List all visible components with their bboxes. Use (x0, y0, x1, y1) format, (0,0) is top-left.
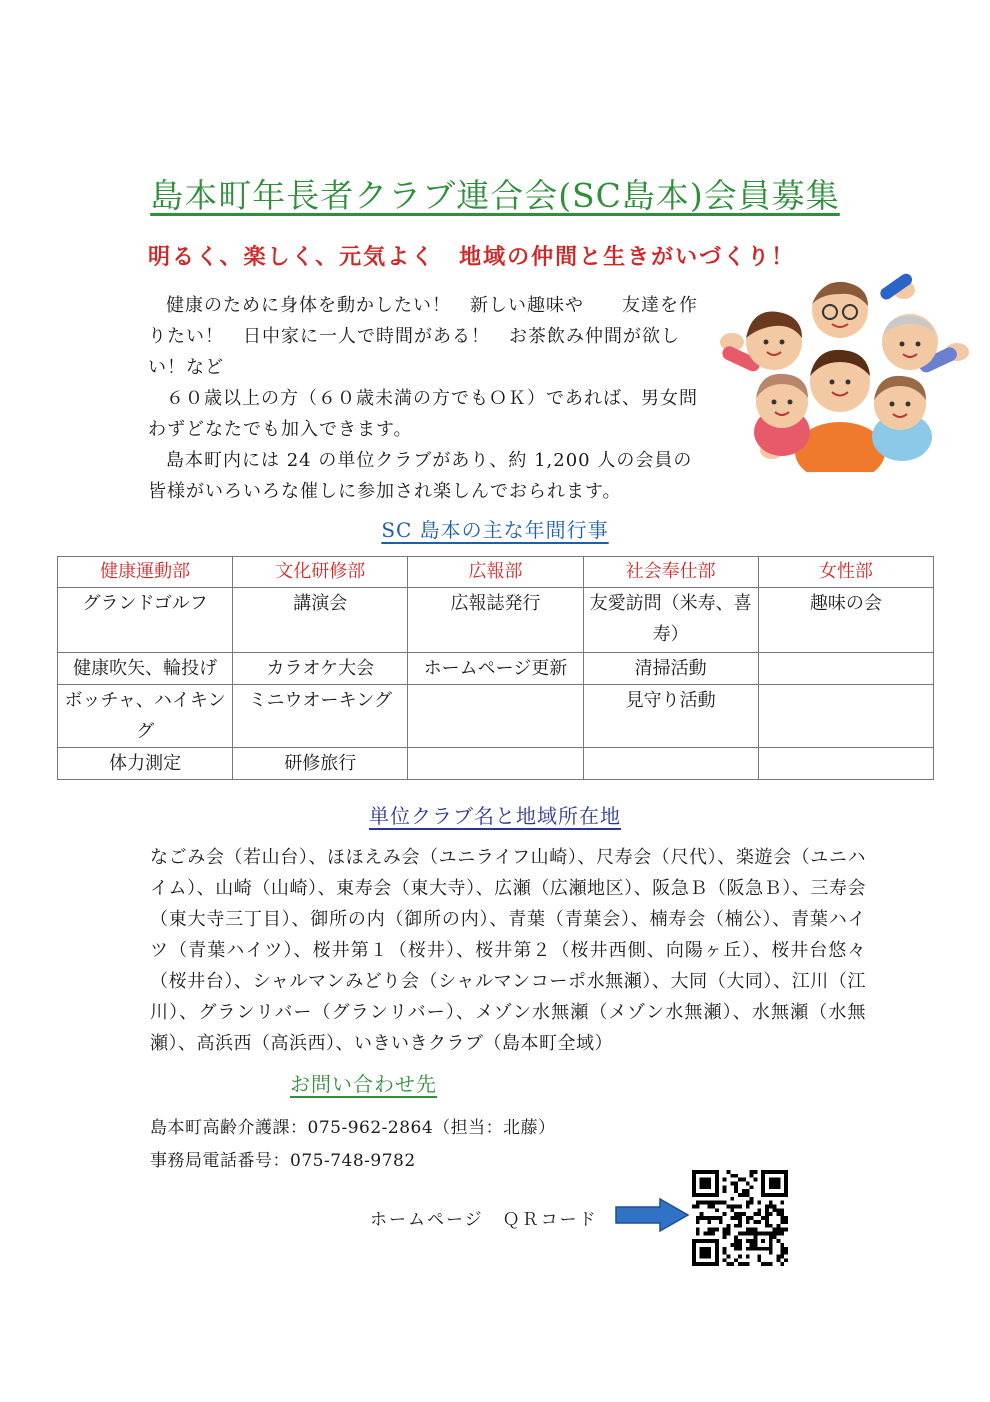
events-table (57, 556, 934, 780)
table-header-row (58, 557, 934, 588)
table-cell: 講演会 (233, 588, 408, 653)
table-header-cell: 社会奉仕部 (583, 557, 758, 588)
events-section-title: SC 島本の主な年間行事 (381, 518, 609, 542)
intro-paragraph: ６０歳以上の方（６０歳未満の方でもＯＫ）であれば、男女問わずどなたでも加入できます。 (148, 388, 698, 440)
table-cell: 趣味の会 (758, 588, 933, 653)
contact-title: お問い合わせ先 (290, 1072, 437, 1096)
table-cell: グランドゴルフ (58, 588, 233, 653)
table-cell (758, 748, 933, 780)
table-cell (583, 748, 758, 780)
table-header-cell: 健康運動部 (58, 557, 233, 588)
table-row (58, 588, 934, 653)
intro-paragraph: 島本町内には 24 の単位クラブがあり、約 1,200 人の会員の皆様がいろいろな催しに参加され楽しんでおられます。 (148, 450, 693, 502)
page-title: 島本町年長者クラブ連合会(SC島本)会員募集 (150, 176, 840, 215)
table-cell: 友愛訪問（米寿、喜寿） (583, 588, 758, 653)
table-cell: ボッチャ、ハイキング (58, 685, 233, 748)
table-row (58, 685, 934, 748)
table-cell (408, 685, 583, 748)
table-header-cell: 文化研修部 (233, 557, 408, 588)
clubs-section-title: 単位クラブ名と地域所在地 (369, 804, 621, 828)
table-cell (408, 748, 583, 780)
contact-line-secretariat: 事務局電話番号：075-748-9782 (150, 1151, 416, 1171)
table-cell: 清掃活動 (583, 653, 758, 685)
table-cell: 研修旅行 (233, 748, 408, 780)
qr-label: ホームページ ＱＲコード (370, 1210, 598, 1230)
table-cell: 体力測定 (58, 748, 233, 780)
intro-text (148, 290, 698, 507)
table-cell: ミニウオーキング (233, 685, 408, 748)
table-cell: 広報誌発行 (408, 588, 583, 653)
intro-paragraph: 健康のために身体を動かしたい！ 新しい趣味や 友達を作りたい！ 日中家に一人で時間がある！ お茶飲み仲間が欲しい！など (148, 295, 698, 378)
table-row (58, 748, 934, 780)
table-cell: ホームページ更新 (408, 653, 583, 685)
clubs-list: なごみ会（若山台）、ほほえみ会（ユニライフ山崎）、尺寿会（尺代）、楽遊会（ユニハイム）、山崎（山崎）、東寿会（東大寺）、広瀬（広瀬地区）、阪急Ｂ（阪急Ｂ）、三寿会（東大寺三丁目）、御所の内（御所の内）、青葉（青葉会）、楠寿会（楠公）、青葉ハイツ（青葉ハイツ）、桜井第１（桜井）、桜井第２（桜井西側、向陽ヶ丘）、桜井台悠々（桜井台）、シャルマンみどり会（シャルマンコーポ水無瀬）、大同（大同）、江川（江川）、グランリバー（グランリバー）、メゾン水無瀬（メゾン水無瀬）、水無瀬（水無瀬）、高浜西（高浜西）、いきいきクラブ（島本町全域） (150, 847, 866, 1054)
table-header-cell: 女性部 (758, 557, 933, 588)
table-cell: 健康吹矢、輪投げ (58, 653, 233, 685)
table-row (58, 653, 934, 685)
table-cell: カラオケ大会 (233, 653, 408, 685)
table-cell (758, 685, 933, 748)
contact-info (150, 1112, 556, 1178)
group-illustration (712, 272, 972, 472)
table-cell: 見守り活動 (583, 685, 758, 748)
qr-code[interactable] (692, 1170, 788, 1266)
table-cell (758, 653, 933, 685)
subtitle: 明るく、楽しく、元気よく 地域の仲間と生きがいづくり！ (148, 245, 796, 270)
contact-line-office: 島本町高齢介護課：075-962-2864（担当：北藤） (150, 1118, 556, 1138)
arrow-right-icon (614, 1197, 690, 1233)
table-header-cell: 広報部 (408, 557, 583, 588)
